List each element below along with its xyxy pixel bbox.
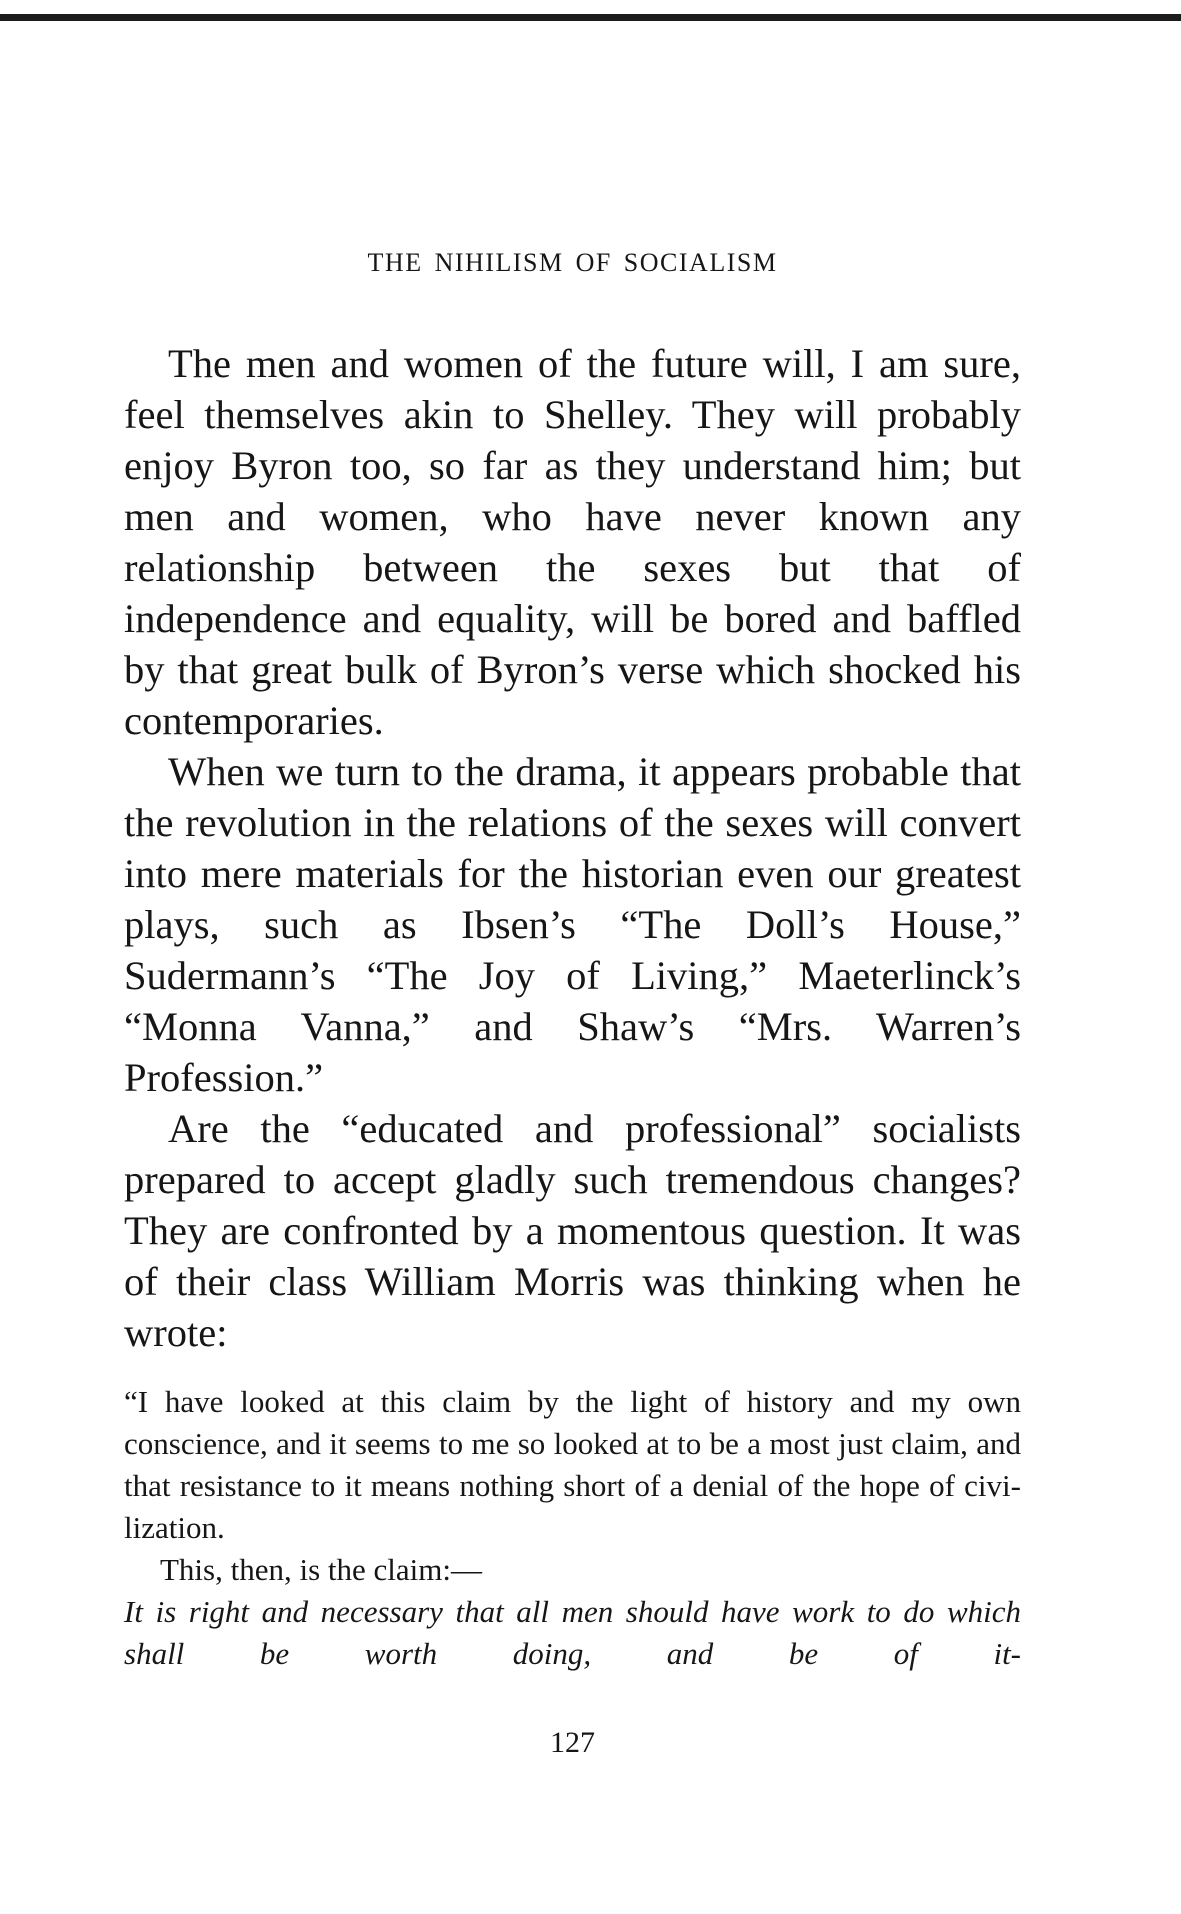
running-head: THE NIHILISM OF SOCIALISM	[367, 248, 778, 277]
top-border-rule	[0, 14, 1181, 21]
page-number: 127	[550, 1726, 595, 1759]
quote-lead-in: This, then, is the claim:—	[160, 1552, 483, 1587]
block-quote	[124, 1381, 1021, 1675]
quote-italic-line: It is right and necessary that all men should have work to do which shall be worth doing, and be of it-	[124, 1594, 1021, 1671]
paragraph: Are the “educated and professional” socialists prepared to accept gladly such tremendous changes? They are confronted by a momentous question. It was of their class William Morris was thinking when he wrote:	[124, 1106, 1021, 1355]
paragraph: When we turn to the drama, it appears probable that the revolution in the relations of the sexes will convert into mere materials for the historian even our greatest plays, such as Ibsen’s “The Doll’s House,” Sudermann’s “The Joy of Living,” Maeterlinck’s “Monna Vanna,” and Shaw’s “Mrs. Warren’s Profession.”	[124, 749, 1021, 1100]
paragraph: The men and women of the future will, I am sure, feel themselves akin to Shelley. They will probably enjoy Byron too, so far as they understand him; but men and women, who have never known any relationship between the sexes but that of independence and equality, will be bored and baffled by that great bulk of Byron’s verse which shocked his contemporaries.	[124, 341, 1021, 743]
quote-paragraph: “I have looked at this claim by the light of history and my own conscience, and it seems to me so looked at to be a most just claim, and that resistance to it means nothing short of a denial of the hope of civilization.	[124, 1384, 1021, 1545]
body-text	[124, 338, 1021, 1358]
